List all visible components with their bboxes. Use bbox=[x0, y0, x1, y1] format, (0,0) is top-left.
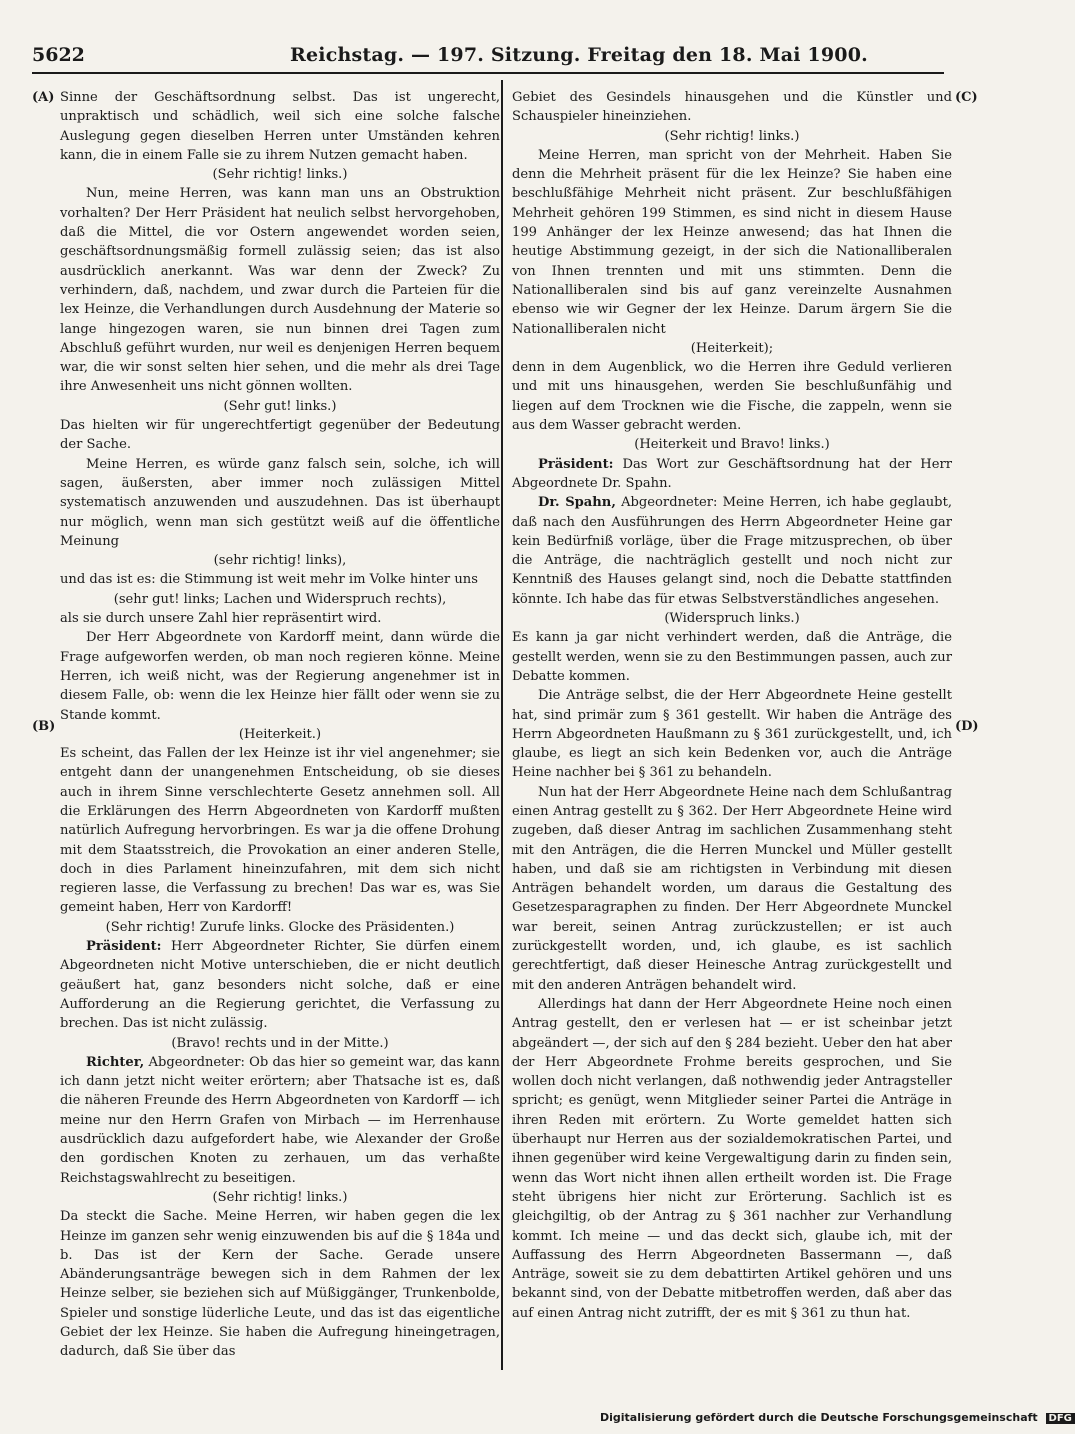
paragraph bbox=[60, 570, 500, 589]
paragraph-text: Die Anträge selbst, die der Herr Abgeordnete Heine gestellt hat, sind primär zum § 361 gestellt. Wir haben die Anträge des Herrn Abgeordneten Haußmann zu § 361 zurückgestellt, und, ich glaube, es liegt an sich kein Bedenken vor, auch die Anträge Heine nachher bei § 361 zu behandeln. bbox=[512, 688, 952, 781]
paragraph bbox=[60, 1207, 500, 1361]
page-number: 5622 bbox=[32, 44, 85, 66]
header-rule bbox=[32, 72, 944, 74]
paragraph-text: (sehr gut! links; Lachen und Widerspruch rechts), bbox=[113, 591, 447, 607]
paragraph-text: Sinne der Geschäftsordnung selbst. Das ist ungerecht, unpraktisch und schädlich, weil sich eine solche falsche Auslegung gegen dieselben Herren unter Umständen kehren kann, die in einem Falle sie zu ihrem Nutzen gemacht haben. bbox=[60, 90, 500, 163]
speaker-name: Präsident: bbox=[538, 456, 614, 472]
paragraph bbox=[60, 628, 500, 724]
paragraph bbox=[60, 937, 500, 1033]
paragraph-text: (Sehr richtig! Zurufe links. Glocke des Präsidenten.) bbox=[105, 919, 455, 935]
margin-mark-b: (B) bbox=[32, 719, 56, 734]
paragraph-text: (Sehr gut! links.) bbox=[223, 398, 337, 414]
paragraph-text: Es kann ja gar nicht verhindert werden, daß die Anträge, die gestellt werden, wenn sie zu den Bestimmungen passen, auch zur Debatte kommen. bbox=[512, 630, 952, 684]
paragraph bbox=[60, 1034, 500, 1053]
paragraph-text: (Sehr richtig! links.) bbox=[212, 167, 348, 183]
paragraph bbox=[60, 725, 500, 744]
paragraph bbox=[512, 783, 952, 995]
paragraph-text: Allerdings hat dann der Herr Abgeordnete Heine noch einen Antrag gestellt, den er verlesen hat — er ist scheinbar jetzt abgeändert —, der sich auf den § 284 bezieht. Ueber den hat aber der Herr Abgeordnete Frohme bereits gesprochen, und Sie wollen doch nicht verlangen, daß nothwendig jeder Antragsteller spricht; es genügt, wenn Mitglieder seiner Partei die Anträge in ihren Reden mit erörtern. Zu Worte gemeldet hatten sich überhaupt nur Herren aus der sozialdemokratischen Partei, und ihnen gegenüber wird keine Vergewaltigung darin zu finden sein, wenn das Wort nicht ihnen allen ertheilt worden ist. Die Frage steht übrigens hier nicht zur Erörterung. Sachlich ist es gleichgiltig, ob der Antrag zu § 361 nachher zur Verhandlung kommt. Ich meine — und das deckt sich, glaube ich, mit der Auffassung des Herrn Abgeordneten Bassermann —, daß Anträge, soweit sie zu dem debattirten Artikel gehören und uns bekannt sind, von der Debatte mitbetroffen werden, daß aber das auf einen Antrag nicht zutrifft, der es mit § 361 zu thun hat. bbox=[512, 996, 952, 1321]
paragraph bbox=[60, 88, 500, 165]
paragraph bbox=[60, 609, 500, 628]
paragraph-text: Das Wort zur Geschäftsordnung hat der Herr Abgeordnete Dr. Spahn. bbox=[512, 456, 952, 491]
paragraph bbox=[512, 127, 952, 146]
paragraph bbox=[60, 744, 500, 918]
paragraph-text: Herr Abgeordneter Richter, Sie dürfen einem Abgeordneten nicht Motive unterschieben, die er nicht deutlich geäußert hat, ganz besonders nicht solche, daß er eine Aufforderung an die Regierung gerichtet, die Verfassung zu brechen. Das ist nicht zulässig. bbox=[60, 939, 500, 1032]
paragraph-text: Abgeordneter: Meine Herren, ich habe geglaubt, daß nach den Ausführungen des Herrn Abgeordneter Heine gar kein Bedürfniß vorläge, über die Frage mitzusprechen, ob über die Anträge, die nachträglich gestellt und noch nicht zur Kenntniß des Hauses gelangt sind, noch die Debatte stattfinden könnte. Ich habe das für etwas Selbstverständliches angesehen. bbox=[512, 495, 952, 607]
speaker-name: Richter, bbox=[86, 1054, 145, 1070]
paragraph-text: (Sehr richtig! links.) bbox=[212, 1189, 348, 1205]
paragraph bbox=[60, 165, 500, 184]
paragraph-text: und das ist es: die Stimmung ist weit mehr im Volke hinter uns bbox=[60, 572, 478, 588]
paragraph-text: (sehr richtig! links), bbox=[213, 553, 347, 569]
dfg-logo: DFG bbox=[1046, 1413, 1075, 1424]
paragraph bbox=[512, 609, 952, 628]
paragraph bbox=[512, 493, 952, 609]
paragraph-text: (Sehr richtig! links.) bbox=[664, 128, 800, 144]
paragraph bbox=[60, 397, 500, 416]
paragraph bbox=[512, 88, 952, 127]
paragraph bbox=[60, 455, 500, 551]
paragraph-text: (Widerspruch links.) bbox=[664, 611, 800, 627]
paragraph-text: Meine Herren, man spricht von der Mehrheit. Haben Sie denn die Mehrheit präsent für die lex Heinze? Sie haben eine beschlußfähige Mehrheit nicht präsent. Zur beschlußfähigen Mehrheit gehören 199 Stimmen, es sind nicht in diesem Hause 199 Anhänger der lex Heinze anwesend; das hat Ihnen die heutige Abstimmung gezeigt, in der sich die Nationalliberalen von Ihnen trennten und mit uns stimmten. Denn die Nationalliberalen sind bis auf ganz vereinzelte Ausnahmen ebenso wie wir Gegner der lex Heinze. Darum ärgern Sie die Nationalliberalen nicht bbox=[512, 147, 952, 337]
paragraph bbox=[60, 1188, 500, 1207]
paragraph-text: als sie durch unsere Zahl hier repräsentirt wird. bbox=[60, 611, 382, 627]
paragraph bbox=[60, 590, 500, 609]
left-column bbox=[60, 88, 500, 1362]
speaker-name: Dr. Spahn, bbox=[538, 495, 616, 511]
margin-mark-a: (A) bbox=[32, 90, 55, 105]
paragraph-text: (Heiterkeit); bbox=[690, 340, 774, 356]
paragraph bbox=[60, 918, 500, 937]
paragraph-text: Nun, meine Herren, was kann man uns an Obstruktion vorhalten? Der Herr Präsident hat neulich selbst hervorgehoben, daß die Mittel, die vor Ostern angewendet worden seien, geschäftsordnungsmäßig formell zulässig seien; das ist also ausdrücklich anerkannt. Was war denn der Zweck? Zu verhindern, daß, nachdem, und zwar durch die Parteien für die lex Heinze, die Verhandlungen durch Ausdehnung der Materie so lange hingezogen waren, sie nun binnen drei Tagen zum Abschluß geführt wurden, nur weil es denjenigen Herren bequem war, die wir sonst selten hier sehen, und die mehr als drei Tage ihre Anwesenheit uns nicht gönnen wollten. bbox=[60, 186, 500, 395]
paragraph bbox=[60, 416, 500, 455]
footer-credit bbox=[600, 1411, 1072, 1424]
paragraph bbox=[60, 1053, 500, 1188]
paragraph-text: (Bravo! rechts und in der Mitte.) bbox=[171, 1035, 389, 1051]
paragraph-text: (Heiterkeit und Bravo! links.) bbox=[634, 437, 830, 453]
right-column bbox=[512, 88, 952, 1323]
paragraph-text: Meine Herren, es würde ganz falsch sein, solche, ich will sagen, äußersten, aber immer noch zulässigen Mittel systematisch anzuwenden und auszudehnen. Das ist überhaupt nur möglich, wenn man sich gestützt weiß auf die öffentliche Meinung bbox=[60, 456, 500, 549]
column-divider bbox=[501, 80, 503, 1370]
paragraph-text: (Heiterkeit.) bbox=[238, 726, 322, 742]
paragraph bbox=[60, 551, 500, 570]
speaker-name: Präsident: bbox=[86, 939, 162, 955]
paragraph-text: Abgeordneter: Ob das hier so gemeint war, das kann ich dann jetzt nicht weiter erörtern; aber Thatsache ist es, daß die näheren Freunde des Herrn Abgeordneten von Kardorff — ich meine nur den Herrn Grafen von Mirbach — im Herrenhause ausdrücklich dazu aufgefordert habe, wie Alexander der Große den gordischen Knoten zu zerhauen, um das verhaßte Reichstagswahlrecht zu beseitigen. bbox=[60, 1054, 500, 1186]
paragraph-text: Gebiet des Gesindels hinausgehen und die Künstler und Schauspieler hineinziehen. bbox=[512, 90, 952, 125]
margin-mark-c: (C) bbox=[955, 90, 978, 105]
paragraph bbox=[512, 628, 952, 686]
footer-text: Digitalisierung gefördert durch die Deutsche Forschungsgemeinschaft bbox=[600, 1411, 1038, 1424]
paragraph bbox=[512, 358, 952, 435]
page-header bbox=[32, 40, 944, 74]
paragraph-text: Das hielten wir für ungerechtfertigt gegenüber der Bedeutung der Sache. bbox=[60, 418, 500, 453]
paragraph bbox=[512, 995, 952, 1323]
running-title: Reichstag. — 197. Sitzung. Freitag den 18. Mai 1900. bbox=[290, 44, 868, 66]
paragraph bbox=[512, 146, 952, 339]
paragraph-text: Nun hat der Herr Abgeordnete Heine nach dem Schlußantrag einen Antrag gestellt zu § 362. Der Herr Abgeordnete Heine wird zugeben, daß dieser Antrag im sachlichen Zusammenhang steht mit den Anträgen, die die Herren Munckel und Müller gestellt haben, und daß sie am richtigsten in Verbindung mit diesen Anträgen behandelt worden, um daraus die Gestaltung des Gesetzesparagraphen zu finden. Der Herr Abgeordnete Munckel war bereit, seinen Antrag zurückzustellen; er ist auch zurückgestellt worden, und, ich glaube, es ist sachlich gerechtfertigt, daß dieser Heinesche Antrag zurückgestellt und mit den anderen Anträgen behandelt wird. bbox=[512, 784, 952, 993]
paragraph-text: Der Herr Abgeordnete von Kardorff meint, dann würde die Frage aufgeworfen werden, ob man noch regieren könne. Meine Herren, ich weiß nicht, was der Regierung angenehmer ist in diesem Falle, ob: wenn die lex Heinze hier fällt oder wenn sie zu Stande kommt. bbox=[60, 630, 500, 723]
paragraph bbox=[512, 339, 952, 358]
paragraph bbox=[60, 184, 500, 396]
margin-mark-d: (D) bbox=[955, 719, 979, 734]
paragraph bbox=[512, 455, 952, 494]
paragraph bbox=[512, 686, 952, 782]
paragraph-text: Es scheint, das Fallen der lex Heinze ist ihr viel angenehmer; sie entgeht dann der unangenehmen Entscheidung, ob sie dieses auch in ihrem Sinne verschlechterte Gesetz annehmen soll. All die Erklärungen des Herrn Abgeordneten von Kardorff mußten natürlich Aufregung hervorbringen. Es war ja die offene Drohung mit dem Staatsstreich, die Provokation an einer anderen Stelle, doch in dies Parlament hineinzufahren, mit dem sich nicht regieren lasse, die Verfassung zu brechen! Das war es, was Sie gemeint haben, Herr von Kardorff! bbox=[60, 746, 500, 916]
paragraph-text: denn in dem Augenblick, wo die Herren ihre Geduld verlieren und mit uns hinausgehen, werden Sie beschlußunfähig und liegen auf dem Trocknen wie die Fische, die zappeln, wenn sie aus dem Wasser gebracht werden. bbox=[512, 360, 952, 434]
paragraph-text: Da steckt die Sache. Meine Herren, wir haben gegen die lex Heinze im ganzen sehr wenig einzuwenden bis auf die § 184a und b. Das ist der Kern der Sache. Gerade unsere Abänderungsanträge bewegen sich in dem Rahmen der lex Heinze selber, sie beziehen sich auf Müßiggänger, Trunkenbolde, Spieler und sonstige lüderliche Leute, und das ist das eigentliche Gebiet der lex Heinze. Sie haben die Aufregung hineingetragen, dadurch, daß Sie über das bbox=[60, 1209, 500, 1360]
paragraph bbox=[512, 435, 952, 454]
